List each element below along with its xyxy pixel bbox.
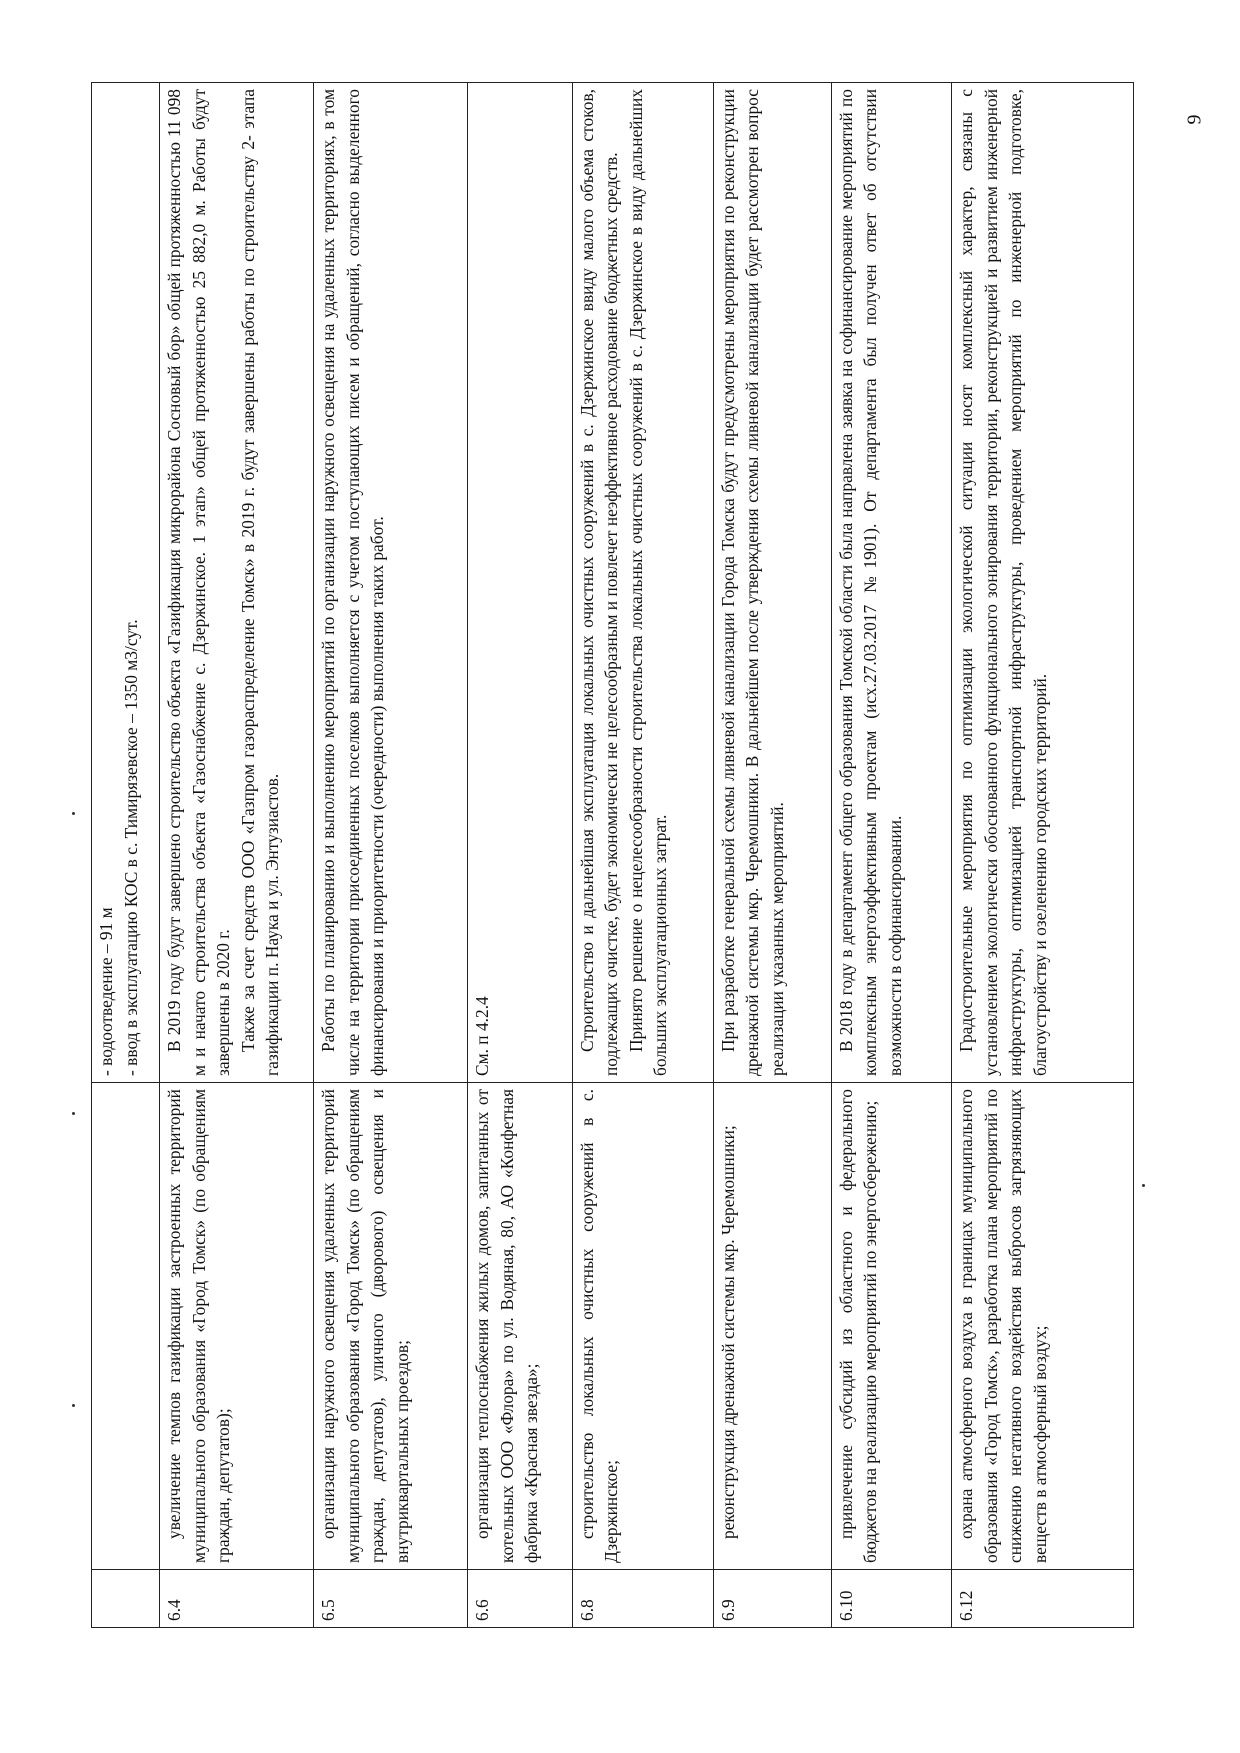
actions-cell xyxy=(572,83,713,1083)
scan-speck xyxy=(72,1404,75,1407)
table-row xyxy=(952,83,1134,1628)
row-number: 6.9 xyxy=(713,1570,831,1628)
measure-text: привлечение субсидий из областного и федерального бюджетов на реализацию мероприятий по энергосбережению; xyxy=(835,1089,880,1563)
page-number: 9 xyxy=(1183,114,1206,125)
row-number-cell xyxy=(92,1570,160,1628)
actions-cell xyxy=(92,83,160,1083)
row-number: 6.10 xyxy=(831,1570,952,1628)
actions-cell xyxy=(468,83,573,1083)
document-page-rotated xyxy=(91,83,1134,1628)
table-row-continuation xyxy=(92,83,160,1628)
action-paragraph: Строительство и дальнейшая эксплуатация локальных очистных сооружений в с. Дзержинское ввиду малого объема стоков, подлежащих очистке, будет экономически не целесообразным и повлечет неэффективное расходование бюджетных средств. xyxy=(576,89,622,1076)
measure-text: реконструкция дренажной системы мкр. Черемошники; xyxy=(717,1125,738,1539)
measure-cell xyxy=(713,1083,831,1570)
action-paragraph: См. п 4.2.4 xyxy=(472,996,493,1076)
action-paragraph: В 2019 году будут завершено строительство объекта «Газификация микрорайона Сосновый бор» общей протяженностью 11 098 м и начато строительства объекта «Газоснабжение с. Дзержинское. 1 этап» общей протяженностью 25 882,0 м. Работы будут завершены в 2020 г. xyxy=(164,89,234,1076)
table-row xyxy=(713,83,831,1628)
actions-cell xyxy=(160,83,314,1083)
row-number: 6.5 xyxy=(314,1570,468,1628)
scan-speck xyxy=(1142,1184,1145,1187)
table-row xyxy=(831,83,952,1628)
measure-cell xyxy=(831,1083,952,1570)
measures-table xyxy=(91,82,1134,1628)
action-line: - водоотведение – 91 м xyxy=(96,907,116,1076)
measure-cell xyxy=(160,1083,314,1570)
row-number: 6.12 xyxy=(952,1570,1134,1628)
table-row xyxy=(572,83,713,1628)
actions-cell xyxy=(831,83,952,1083)
table-row xyxy=(314,83,468,1628)
measure-text: организация наружного освещения удаленных территорий муниципального образования «Город Томск» (по обращениям граждан, депутатов), уличного (дворового) освещения и внутриквартальных проездов; xyxy=(318,1089,412,1563)
table-row xyxy=(468,83,573,1628)
measure-cell xyxy=(468,1083,573,1570)
measure-cell xyxy=(314,1083,468,1570)
action-paragraph: Градостроительные мероприятия по оптимизации экологической ситуации носят комплексный характер, связаны с установлением экологически обоснованного функционального зонирования территории, реконструкцией и развитием инженерной инфраструктуры, оптимизацией транспортной инфраструктуры, проведением мероприятий по инженерной подготовке, благоустройству и озеленению городских территорий. xyxy=(956,89,1050,1076)
scan-speck xyxy=(72,812,75,815)
row-number: 6.8 xyxy=(572,1570,713,1628)
measure-text: увеличение темпов газификации застроенных территорий муниципального образования «Город Томск» (по обращениям граждан, депутатов); xyxy=(164,1089,234,1563)
measure-cell xyxy=(952,1083,1134,1570)
action-paragraph: Работы по планированию и выполнению мероприятий по организации наружного освещения на удаленных территориях, в том числе на территории присоединенных поселков выполняется с учетом поступающих писем и обращений, согласно выделенного финансирования и приоритетности (очередности) выполнения таких работ. xyxy=(318,89,388,1076)
action-paragraph: Принято решение о нецелесообразности строительства локальных очистных сооружений в с. Дзержинское в виду дальнейших больших эксплуатационных затрат. xyxy=(625,89,671,1076)
measure-cell xyxy=(572,1083,713,1570)
action-paragraph: При разработке генеральной схемы ливневой канализации Города Томска будут предусмотрены мероприятия по реконструкции дренажной системы мкр. Черемошники. В дальнейшем после утверждения схемы ливневой канализации будет рассмотрен вопрос реализации указанных мероприятий. xyxy=(717,89,787,1076)
actions-cell xyxy=(952,83,1134,1083)
measure-text: охрана атмосферного воздуха в границах муниципального образования «Город Томск», разработка плана мероприятий по снижению негативного воздействия выбросов загрязняющих веществ в атмосферный воздух; xyxy=(956,1089,1050,1563)
actions-cell xyxy=(713,83,831,1083)
table-row xyxy=(160,83,314,1628)
measure-cell xyxy=(92,1083,160,1570)
scan-speck xyxy=(72,1112,75,1115)
row-number: 6.6 xyxy=(468,1570,573,1628)
measure-text: строительство локальных очистных сооружений в с. Дзержинское; xyxy=(576,1089,622,1563)
actions-cell xyxy=(314,83,468,1083)
row-number: 6.4 xyxy=(160,1570,314,1628)
action-paragraph: В 2018 году в департамент общего образования Томской области была направлена заявка на софинансирование мероприятий по комплексным энергоэффективным проектам (исх.27.03.2017 №1901). От департамента был получен ответ об отсутствии возможности в софинансировании. xyxy=(835,89,905,1076)
action-line: - ввод в эксплуатацию КОС в с. Тимирязевское – 1350 м3/сут. xyxy=(120,619,141,1076)
measure-text: организация теплоснабжения жилых домов, запитанных от котельных ООО «Флора» по ул. Водяная, 80, АО «Конфетная фабрика «Красная звезда»; xyxy=(472,1089,542,1563)
action-paragraph: Также за счет средств ООО «Газпром газораспределение Томск» в 2019 г. будут завершены работы по строительству 2- этапа газификации п. Наука и ул. Энтузиастов. xyxy=(237,89,283,1076)
